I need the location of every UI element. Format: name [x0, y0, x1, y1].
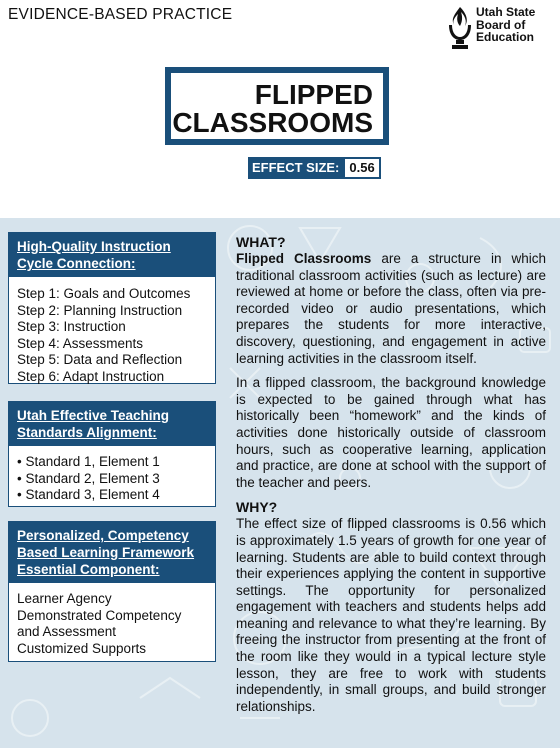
- framework-component-panel: [8, 521, 216, 662]
- list-item: Step 6: Adapt Instruction: [17, 368, 165, 384]
- what-paragraph-2: In a flipped classroom, the background knowledge is expected to be gained through what has historically been “homework” and the kinds of activities done historically outside of classroom hours, such as cooperative learning, application and practice, are done at school with the support of the teacher and peers.: [236, 375, 546, 490]
- main-content: [236, 234, 546, 723]
- standards-list: [9, 446, 215, 506]
- list-item: Step 5: Data and Reflection: [17, 352, 183, 367]
- framework-component-heading: Personalized, Competency Based Learning Framework Essential Component:: [9, 522, 215, 583]
- list-item: Customized Supports: [17, 640, 147, 656]
- what-term: Flipped Classrooms: [236, 251, 372, 266]
- flame-torch-icon: [446, 5, 474, 51]
- document-category: EVIDENCE-BASED PRACTICE: [8, 6, 233, 23]
- standards-alignment-heading: Utah Effective Teaching Standards Alignment:: [9, 402, 215, 446]
- effect-size-badge: [248, 157, 381, 179]
- list-item: • Standard 2, Element 3: [17, 470, 160, 486]
- list-item: Demonstrated Competency: [17, 607, 182, 623]
- title-line-2: CLASSROOMS: [172, 107, 373, 138]
- list-item: Step 3: Instruction: [17, 319, 126, 334]
- why-paragraph: The effect size of flipped classrooms is 0.56 which is approximately 1.5 years of growth for one year of learning. Students are able to build context through their experiences applying the content in supportive settings. The opportunity for personalized engagement with teachers and students helps add meaning and relevance to what they’re learning. By freeing the instructor from presenting at the front of the room like they would in a typical lecture style lesson, they are free to work with students independently, in small groups, and build stronger relationships.: [236, 516, 546, 714]
- list-item: Step 2: Planning Instruction: [17, 302, 183, 318]
- why-heading: WHY?: [236, 499, 278, 516]
- list-item: • Standard 1, Element 1: [17, 454, 160, 469]
- standards-alignment-panel: [8, 401, 216, 507]
- list-item: Step 1: Goals and Outcomes: [17, 286, 191, 301]
- what-heading: WHAT?: [236, 234, 286, 250]
- framework-components-list: [9, 583, 215, 661]
- cycle-connection-heading: High-Quality Instruction Cycle Connection:: [9, 233, 215, 277]
- cycle-steps-list: [9, 277, 215, 383]
- logo-wordmark: Utah State Board of Education: [476, 5, 536, 44]
- list-item: • Standard 3, Element 4: [17, 487, 160, 502]
- what-paragraph-1: Flipped Classrooms are a structure in which traditional classroom activities (such as lecture) are reviewed at home or before the class, often via pre-recorded video or audio presentations, which prepares the students for more interactive, discovery, questioning, and engagement in active learning activities in the classroom itself.: [236, 251, 546, 366]
- usbe-logo: [446, 5, 552, 51]
- effect-size-label: EFFECT SIZE:: [248, 157, 343, 179]
- list-item: Step 4: Assessments: [17, 335, 144, 351]
- list-item: and Assessment: [17, 624, 117, 639]
- title-banner: [165, 67, 389, 145]
- title-line-1: FLIPPED: [254, 79, 373, 110]
- list-item: Learner Agency: [17, 591, 112, 606]
- effect-size-value: 0.56: [343, 157, 380, 179]
- cycle-connection-panel: [8, 232, 216, 384]
